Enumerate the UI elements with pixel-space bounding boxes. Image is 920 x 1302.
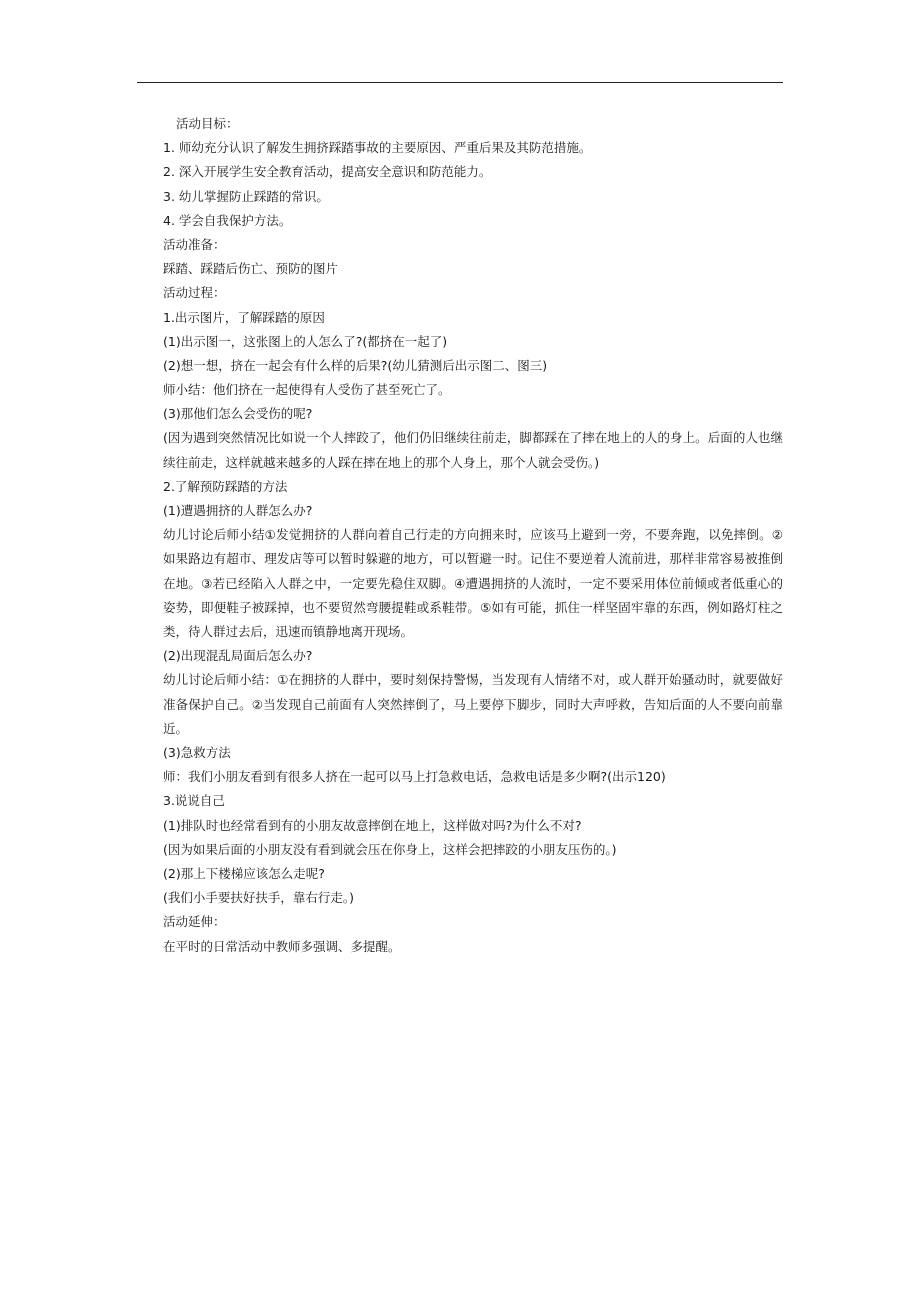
paragraph-cause-explanation: (因为遇到突然情况比如说一个人摔跤了，他们仍旧继续往前走，脚都踩在了摔在地上的人的身上。后面的人也继续往前走，这样就越来越多的人踩在摔在地上的那个人身上，那个人就会受伤。): [163, 430, 783, 470]
text-line: 3. 幼儿掌握防止踩踏的常识。: [163, 188, 329, 204]
text-line: (3)那他们怎么会受伤的呢?: [163, 406, 313, 422]
text-line: 1.出示图片，了解踩踏的原因: [163, 309, 325, 325]
text-line: 活动目标：: [176, 116, 239, 131]
text-line: 1. 师幼充分认识了解发生拥挤踩踏事故的主要原因、严重后果及其防范措施。: [163, 140, 592, 156]
text-line: (2)想一想，挤在一起会有什么样的后果?(幼儿猜测后出示图二、图三): [163, 357, 548, 373]
text-line: (3)急救方法: [163, 745, 231, 761]
text-line: (因为如果后面的小朋友没有看到就会压在你身上，这样会把摔跤的小朋友压伤的。): [163, 841, 617, 857]
text-line: (2)那上下楼梯应该怎么走呢?: [163, 865, 325, 881]
text-line: 活动延伸：: [163, 914, 226, 930]
text-line: 踩踏、踩踏后伤亡、预防的图片: [163, 261, 339, 277]
text-line: (1)排队时也经常看到有的小朋友故意摔倒在地上，这样做对吗?为什么不对?: [163, 817, 582, 833]
text-line: 3.说说自己: [163, 793, 225, 809]
text-line: 2.了解预防踩踏的方法: [163, 478, 288, 494]
text-line: 活动过程：: [163, 285, 226, 301]
paragraph-chaos-advice: 幼儿讨论后师小结：①在拥挤的人群中，要时刻保持警惕，当发现有人情绪不对，或人群开始骚动时，就要做好准备保护自己。②当发现自己前面有人突然摔倒了，马上要停下脚步，同时大声呼救，告知后面的人不要向前靠近。: [163, 672, 783, 736]
paragraph-crowd-advice: 幼儿讨论后师小结①发觉拥挤的人群向着自己行走的方向拥来时，应该马上避到一旁，不要奔跑，以免摔倒。②如果路边有超市、理发店等可以暂时躲避的地方，可以暂避一时。记住不要逆着人流前进，那样非常容易被推倒在地。③若已经陷入人群之中，一定要先稳住双脚。④遭遇拥挤的人流时，一定不要采用体位前倾或者低重心的姿势，即便鞋子被踩掉，也不要贸然弯腰提鞋或系鞋带。⑤如有可能，抓住一样坚固牢靠的东西，例如路灯柱之类，待人群过去后，迅速而镇静地离开现场。: [163, 527, 783, 640]
document-body: [0, 112, 920, 959]
text-line: (1)遭遇拥挤的人群怎么办?: [163, 503, 313, 519]
text-line: (2)出现混乱局面后怎么办?: [163, 648, 313, 664]
header-rule: [137, 82, 783, 83]
text-line: (1)出示图一，这张图上的人怎么了?(都挤在一起了): [163, 333, 448, 349]
text-line: 4. 学会自我保护方法。: [163, 212, 292, 228]
text-line: 活动准备：: [163, 236, 226, 252]
text-line: (我们小手要扶好扶手，靠右行走。): [163, 890, 355, 906]
text-line: 师：我们小朋友看到有很多人挤在一起可以马上打急救电话，急救电话是多少啊?(出示120): [163, 769, 666, 785]
text-line: 2. 深入开展学生安全教育活动，提高安全意识和防范能力。: [163, 164, 492, 180]
text-line: 师小结：他们挤在一起使得有人受伤了甚至死亡了。: [163, 382, 451, 398]
text-line: 在平时的日常活动中教师多强调、多提醒。: [163, 938, 401, 954]
